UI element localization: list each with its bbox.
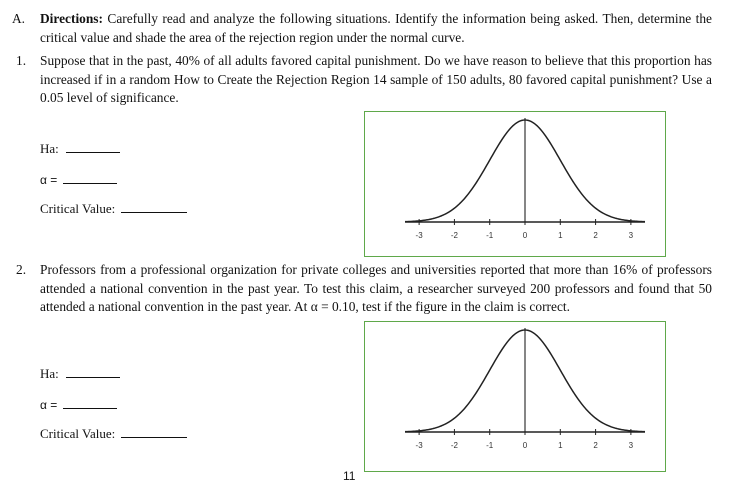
directions bbox=[40, 10, 712, 47]
x-tick-label: -3 bbox=[415, 231, 423, 240]
critical-label: Critical Value: bbox=[40, 426, 116, 441]
x-tick-label: 3 bbox=[628, 441, 634, 450]
critical-blank[interactable] bbox=[121, 426, 187, 438]
x-tick-label: 0 bbox=[522, 441, 528, 450]
normal-curve-chart-1 bbox=[365, 112, 665, 256]
ha-field-2[interactable] bbox=[40, 366, 120, 382]
problem-1-text: Suppose that in the past, 40% of all adults favored capital punishment. Do we have reason to believe that this proportion has increased if in a random How to Create the Rejection Region 14 sample of 150 adults, 80 favored capital punishment? Use a 0.05 level of significance. bbox=[40, 53, 712, 105]
x-tick-label: 1 bbox=[558, 231, 563, 240]
x-tick-label: -2 bbox=[450, 231, 458, 240]
directions-text: Carefully read and analyze the following situations. Identify the information being asked. Then, determine the critical value and shade the area of the rejection region under the normal curve. bbox=[40, 11, 712, 45]
x-tick-label: 2 bbox=[593, 441, 598, 450]
alpha-blank[interactable] bbox=[63, 172, 117, 184]
alpha-field-1[interactable] bbox=[40, 172, 117, 187]
problem-2-text: Professors from a professional organization for private colleges and universities reported that more than 16% of professors attended a national convention in the past year. To test this claim, a researcher surveyed 200 professors and found that 50 attended a national convention in the past year. At α = 0.10, test if the figure in the claim is correct. bbox=[40, 262, 712, 314]
problem-1-number: 1. bbox=[16, 53, 27, 68]
normal-curve-figure-2 bbox=[364, 321, 666, 472]
critical-label: Critical Value: bbox=[40, 201, 116, 216]
ha-blank[interactable] bbox=[66, 141, 120, 153]
x-tick-label: -2 bbox=[450, 441, 458, 450]
ha-blank[interactable] bbox=[66, 366, 120, 378]
ha-label: Ha: bbox=[40, 366, 59, 381]
directions-heading: Directions: bbox=[40, 11, 103, 26]
x-tick-label: 3 bbox=[628, 231, 634, 240]
x-tick-label: 1 bbox=[558, 441, 563, 450]
normal-curve-figure-1 bbox=[364, 111, 666, 257]
x-tick-label: -3 bbox=[415, 441, 423, 450]
x-tick-label: 2 bbox=[593, 231, 598, 240]
alpha-field-2[interactable] bbox=[40, 397, 117, 412]
ha-label: Ha: bbox=[40, 141, 59, 156]
page-number: 11 bbox=[343, 469, 356, 483]
alpha-label: α = bbox=[40, 173, 58, 187]
critical-field-1[interactable] bbox=[40, 201, 187, 217]
critical-blank[interactable] bbox=[121, 201, 187, 213]
alpha-label: α = bbox=[40, 398, 58, 412]
x-tick-label: -1 bbox=[486, 231, 494, 240]
alpha-blank[interactable] bbox=[63, 397, 117, 409]
problem-2-number: 2. bbox=[16, 262, 27, 277]
x-tick-label: -1 bbox=[486, 441, 494, 450]
x-tick-label: 0 bbox=[522, 231, 528, 240]
normal-curve-chart-2 bbox=[365, 322, 665, 471]
critical-field-2[interactable] bbox=[40, 426, 187, 442]
section-letter: A. bbox=[12, 11, 26, 26]
ha-field-1[interactable] bbox=[40, 141, 120, 157]
